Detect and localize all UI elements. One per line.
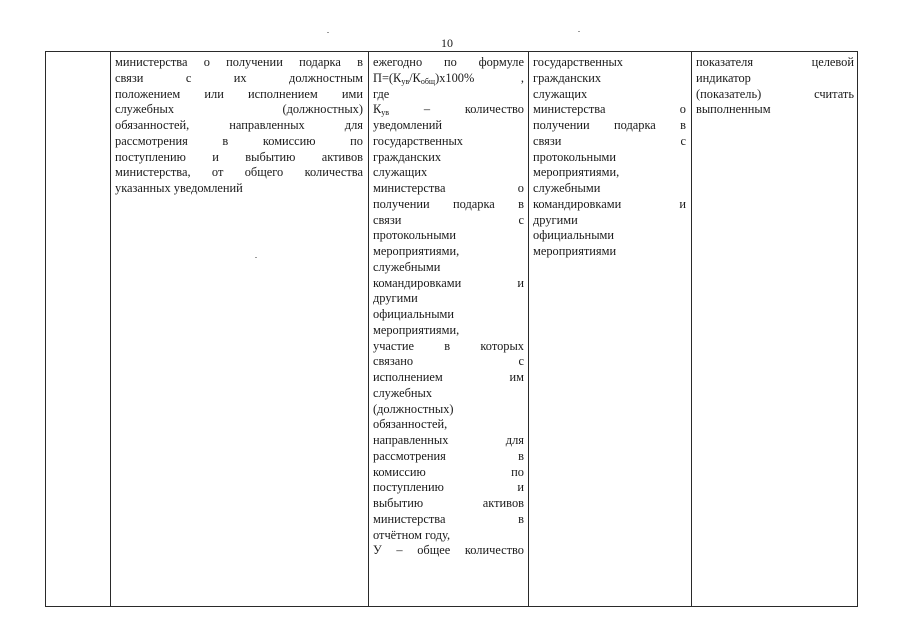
column-divider-4	[691, 52, 692, 606]
text-line: гражданских	[533, 70, 602, 85]
table-cell-description	[115, 55, 363, 197]
text-line: протокольными	[373, 228, 456, 243]
text-line: связи с	[373, 212, 524, 227]
text-line: участие в которых	[373, 338, 524, 353]
text-line: служебными	[373, 259, 441, 274]
text-line: рассмотрения в комиссию по	[115, 133, 363, 148]
table-cell-formula	[373, 55, 524, 559]
page-number: 10	[441, 36, 453, 50]
text-line: получении подарка в	[373, 196, 524, 211]
text-line: официальными	[373, 307, 454, 321]
text-line: служебными	[533, 181, 601, 195]
text-line: связано с	[373, 354, 524, 369]
text-line: мероприятиями,	[373, 322, 460, 337]
formula-intro-line: ежегодно по формуле	[373, 55, 524, 69]
text-line: служебных (должностных)	[115, 102, 363, 117]
text-line: министерства о	[533, 102, 686, 117]
formula-where: где	[373, 86, 390, 101]
text-line: мероприятиями,	[373, 244, 460, 258]
text-line: У – общее количество	[373, 543, 524, 558]
text-line: мероприятиями,	[533, 165, 620, 180]
text-line: протокольными	[533, 149, 616, 164]
text-line: служащих	[373, 165, 428, 180]
text-line: поступлению и	[373, 480, 524, 495]
kuv-dash: –	[423, 102, 431, 117]
text-line: показателя целевой	[696, 55, 854, 69]
indicator-table	[45, 51, 858, 607]
text-line: обязанностей,	[373, 417, 448, 432]
text-line: уведомлений	[373, 118, 442, 132]
scan-artifact	[578, 31, 580, 32]
text-line: официальными	[533, 228, 614, 243]
formula-line	[373, 71, 524, 87]
scan-artifact	[327, 32, 329, 33]
formula-explanation	[373, 118, 524, 559]
table-cell-assessment	[696, 55, 854, 118]
text-line: рассмотрения в	[373, 448, 524, 463]
text-line: обязанностей, направленных для	[115, 118, 363, 132]
text-line: командировками и	[533, 196, 686, 211]
kuv-text: количество	[464, 102, 524, 117]
text-line: получении подарка в	[533, 118, 686, 132]
column-divider-1	[110, 52, 111, 606]
text-line: служебных	[373, 385, 433, 400]
text-line: государственных	[373, 133, 464, 148]
text-line: связи с их должностным	[115, 70, 363, 85]
text-line: связи с	[533, 133, 686, 148]
text-line: гражданских	[373, 149, 442, 164]
text-line: поступлению и выбытию активов	[115, 149, 363, 164]
formula-comma: ,	[520, 70, 524, 85]
text-line: комиссию по	[373, 464, 524, 479]
text-line: другими	[533, 212, 578, 227]
text-line: выбытию активов	[373, 496, 524, 510]
text-line: указанных уведомлений	[115, 181, 243, 195]
text-line: министерства о	[373, 181, 524, 195]
text-line: отчётном году,	[373, 527, 451, 542]
text-line: министерства, от общего количества	[115, 165, 363, 180]
kuv-symbol: $К_{ув}$	[373, 102, 390, 118]
text-line: положением или исполнением ими	[115, 86, 363, 101]
text-line: государственных	[533, 55, 624, 69]
column-divider-2	[368, 52, 369, 606]
text-line: (показатель) считать	[696, 86, 854, 101]
text-line: направленных для	[373, 433, 524, 447]
text-line: министерства о получении подарка в	[115, 55, 363, 69]
formula-expression: $П=(К_{ув}/К_{общ})х100\%$	[373, 70, 475, 86]
column-divider-3	[528, 52, 529, 606]
text-line: выполненным	[696, 102, 771, 117]
text-line: мероприятиями	[533, 244, 617, 258]
text-line: служащих	[533, 86, 588, 101]
text-line: исполнением им	[373, 370, 524, 384]
text-line: (должностных)	[373, 401, 454, 416]
text-line: другими	[373, 291, 418, 306]
table-cell-data-source	[533, 55, 686, 260]
text-line: командировками и	[373, 275, 524, 290]
scan-artifact	[255, 257, 257, 258]
text-line: индикатор	[696, 70, 751, 85]
kuv-definition-line	[373, 102, 524, 118]
text-line: министерства в	[373, 511, 524, 526]
